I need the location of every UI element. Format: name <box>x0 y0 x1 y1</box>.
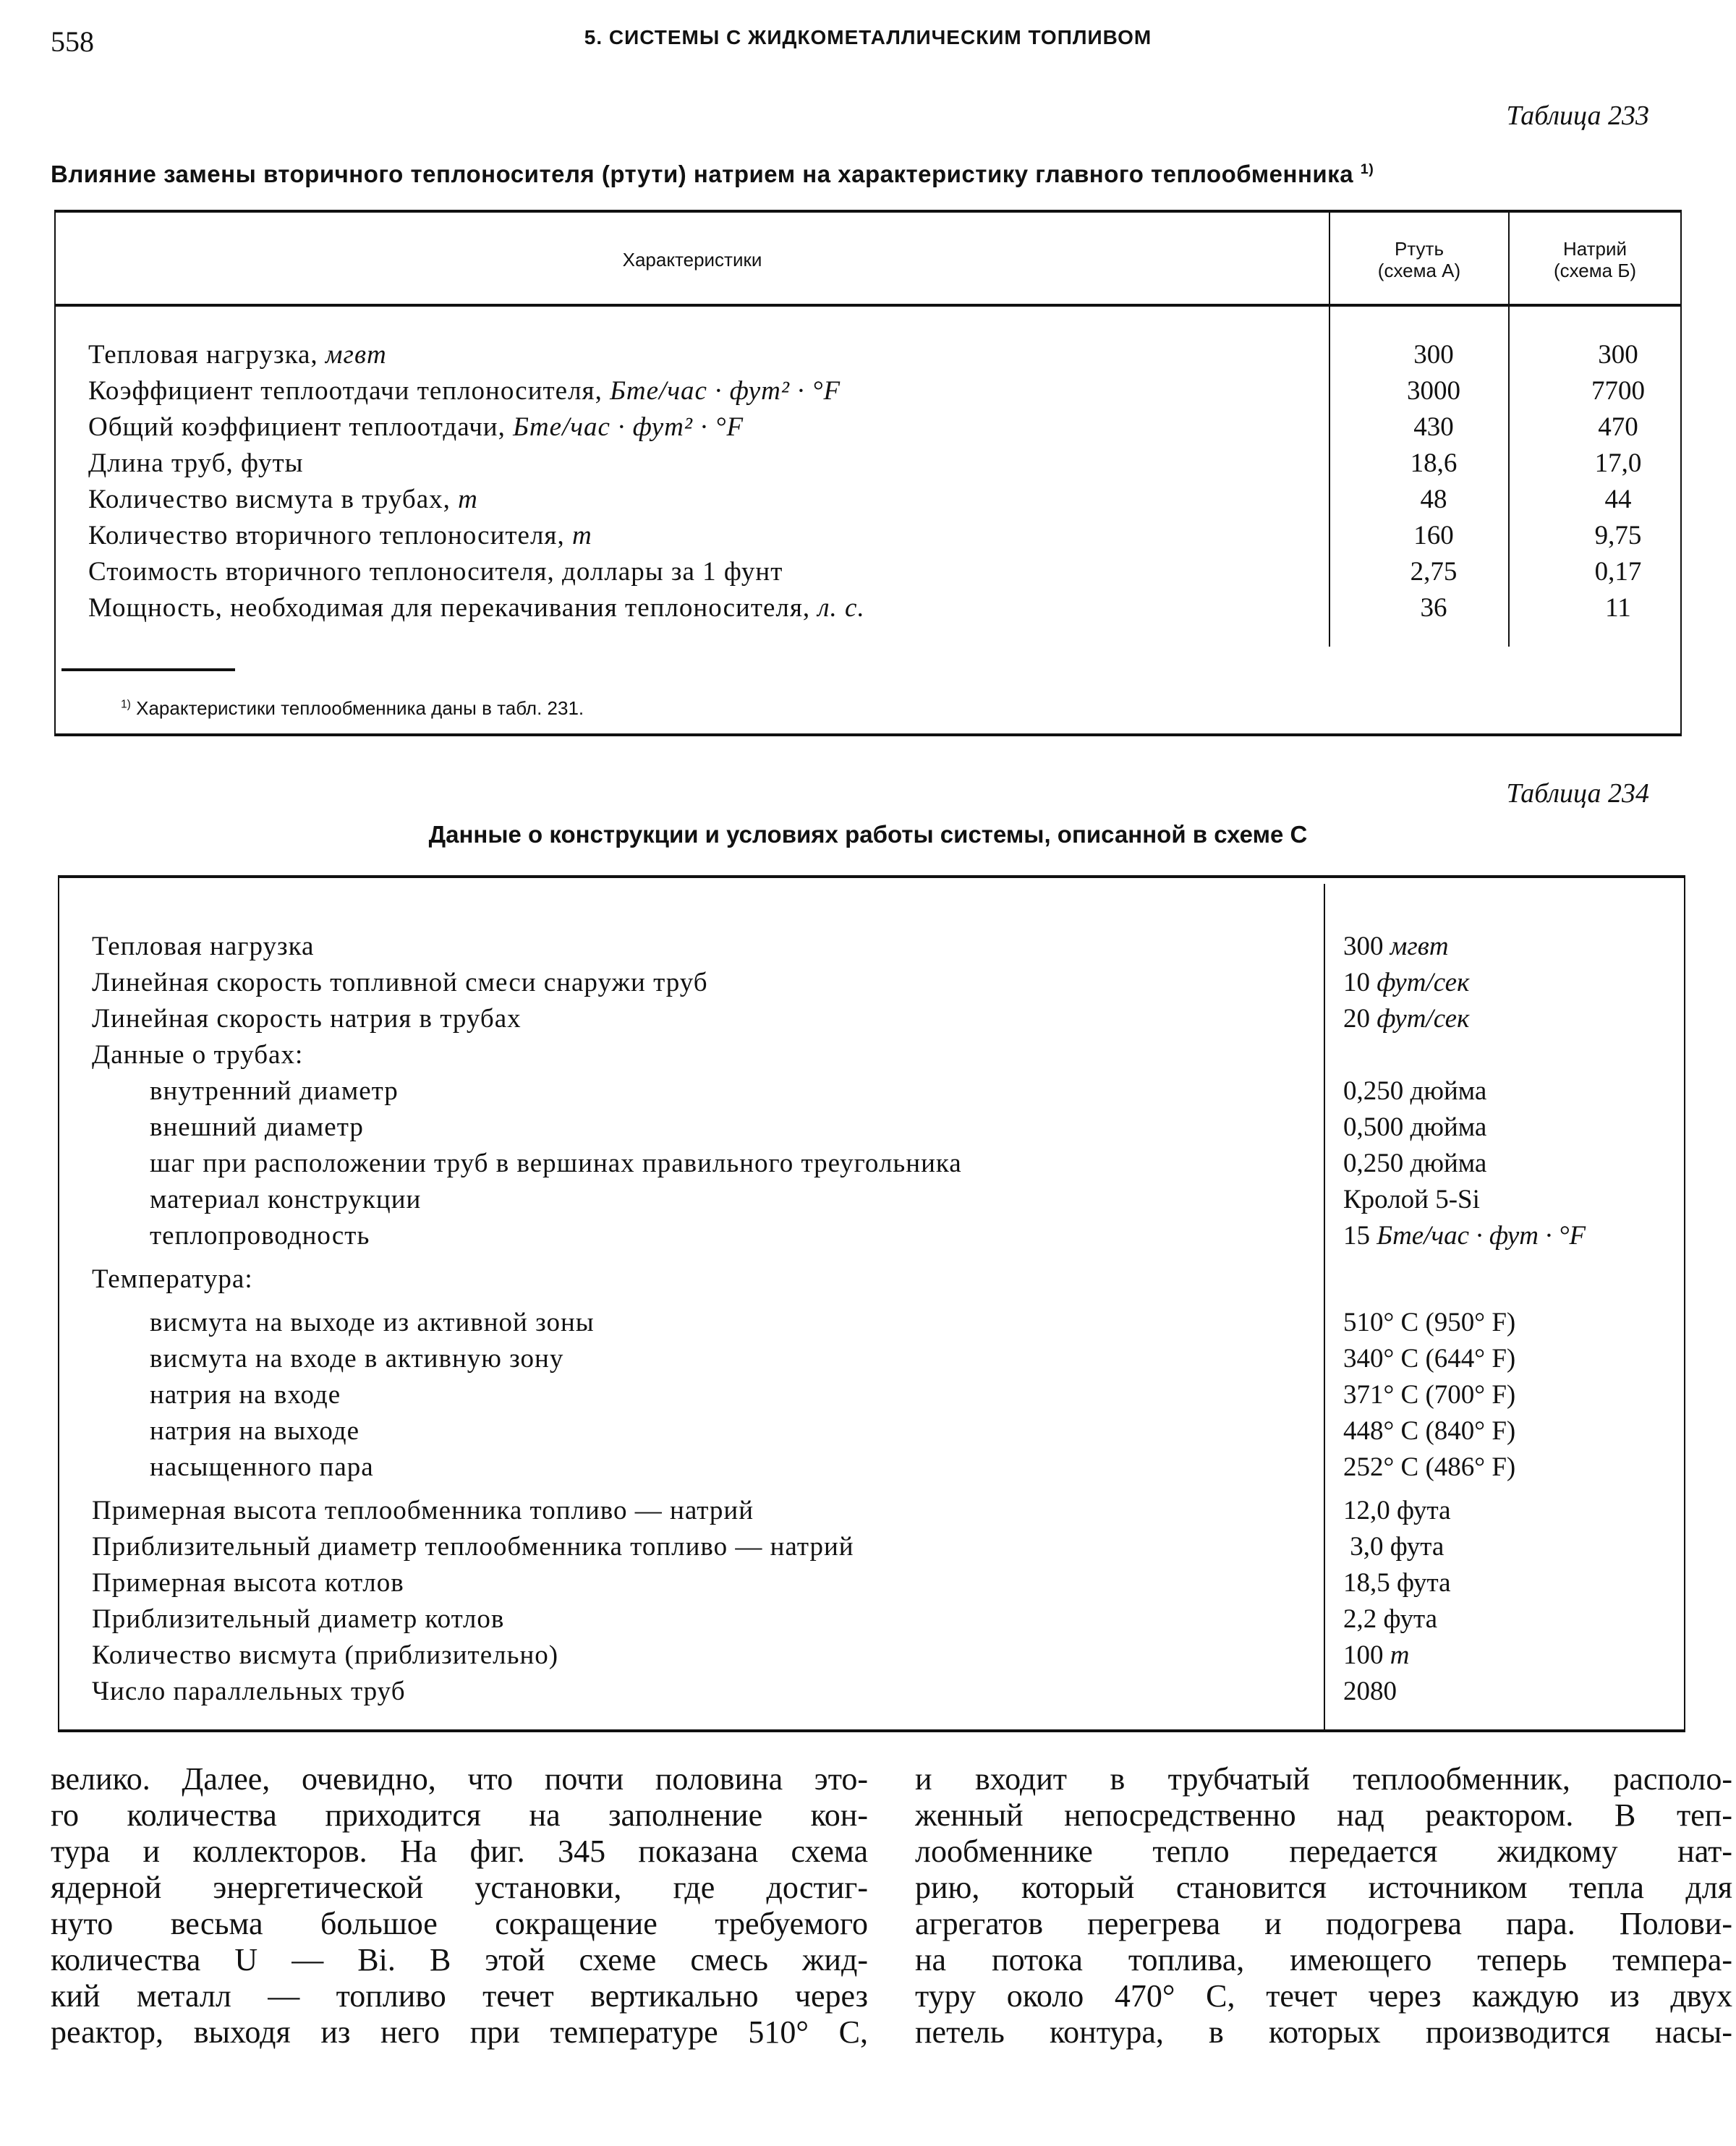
value-number: 0,250 <box>1343 1149 1404 1178</box>
body-line: кий металл — топливо течет вертикально через <box>51 1978 868 2014</box>
table-234-label: Таблица 234 <box>1506 778 1649 809</box>
row-label: Данные о трубах: <box>92 1040 304 1070</box>
row-label: Тепловая нагрузка <box>92 932 315 961</box>
row-label: Коэффициент теплоотдачи теплоносителя, Бте/час · фут² · °F <box>88 376 841 406</box>
header-sodium-line2: (схема Б) <box>1553 260 1637 281</box>
row-value <box>1343 1073 1486 1110</box>
sodium-value: 44 <box>1604 485 1632 514</box>
body-line: и входит в трубчатый теплообменник, располо- <box>915 1761 1732 1797</box>
row-label: Стоимость вторичного теплоносителя, доллары за 1 фунт <box>88 557 783 587</box>
mercury-value: 18,6 <box>1410 448 1458 478</box>
body-line: количества U — Bi. В этой схеме смесь жид- <box>51 1942 868 1977</box>
body-line: на потока топлива, имеющего теперь темпера- <box>915 1942 1732 1977</box>
value-unit: фута <box>1397 1496 1451 1525</box>
value-number: 18,5 <box>1343 1568 1390 1598</box>
mercury-value: 48 <box>1420 485 1447 514</box>
sodium-value: 11 <box>1605 593 1631 623</box>
value-number: 300 <box>1343 932 1384 961</box>
header-separator <box>56 304 1680 307</box>
value-number: 2080 <box>1343 1677 1397 1706</box>
row-value <box>1343 1001 1469 1037</box>
column-divider <box>1324 884 1325 1729</box>
value-number: Кролой 5-Si <box>1343 1185 1480 1214</box>
footnote-text: Характеристики теплообменника даны в табл. 231. <box>136 697 584 719</box>
row-value <box>1343 1110 1486 1146</box>
row-value <box>1343 1493 1451 1529</box>
value-unit: фута <box>1383 1604 1438 1634</box>
value-number: 100 <box>1343 1640 1384 1670</box>
table-233-footnote <box>121 697 584 720</box>
value-number: 0,500 <box>1343 1112 1404 1142</box>
header-sodium <box>1510 238 1680 281</box>
table-233 <box>54 210 1682 736</box>
row-label: Количество висмута (приблизительно) <box>92 1640 559 1670</box>
value-number: 20 <box>1343 1004 1370 1034</box>
value-number: 448° C (840° F) <box>1343 1416 1516 1446</box>
row-label: Длина труб, футы <box>88 448 304 478</box>
table-233-title <box>51 161 1685 188</box>
body-line: велико. Далее, очевидно, что почти половина это- <box>51 1761 868 1797</box>
value-unit: дюйма <box>1410 1076 1487 1106</box>
value-number: 12,0 <box>1343 1496 1390 1525</box>
value-unit: Бте/час · фут · °F <box>1377 1221 1586 1251</box>
row-value <box>1343 1305 1515 1341</box>
row-value <box>1343 1218 1586 1254</box>
row-value <box>1343 1182 1480 1218</box>
mercury-value: 36 <box>1420 593 1447 623</box>
row-value <box>1343 1341 1515 1377</box>
row-value <box>1343 929 1449 965</box>
body-line: агрегатов перегрева и подогрева пара. Полови- <box>915 1906 1732 1941</box>
row-value <box>1343 1529 1444 1565</box>
value-number: 371° C (700° F) <box>1343 1380 1516 1410</box>
row-value <box>1343 1449 1515 1486</box>
body-line: туру около 470° С, течет через каждую из двух <box>915 1978 1732 2014</box>
sodium-value: 300 <box>1598 340 1638 370</box>
body-line: тура и коллекторов. На фиг. 345 показана схема <box>51 1834 868 1869</box>
value-number: 3,0 <box>1343 1532 1384 1562</box>
row-label: Линейная скорость топливной смеси снаружи труб <box>92 968 708 997</box>
footnote-mark: 1) <box>121 698 131 711</box>
value-unit: т <box>1390 1640 1410 1670</box>
mercury-value: 2,75 <box>1410 557 1458 587</box>
table-233-label: Таблица 233 <box>1506 101 1649 131</box>
row-label: Число параллельных труб <box>92 1677 406 1706</box>
value-number: 10 <box>1343 968 1370 997</box>
row-value <box>1343 1565 1451 1601</box>
table-234 <box>58 875 1685 1732</box>
footnote-rule <box>61 668 235 671</box>
body-line: го количества приходится на заполнение кон- <box>51 1797 868 1833</box>
row-label: Линейная скорость натрия в трубах <box>92 1004 522 1034</box>
mercury-value: 160 <box>1413 521 1454 550</box>
row-value <box>1343 1413 1515 1449</box>
row-value <box>1343 1674 1397 1710</box>
body-line: реактор, выходя из него при температуре 510° С, <box>51 2014 868 2050</box>
table-234-title: Данные о конструкции и условиях работы системы, описанной в схеме С <box>428 821 1308 848</box>
mercury-value: 300 <box>1413 340 1454 370</box>
row-value <box>1343 1638 1409 1674</box>
sodium-value: 9,75 <box>1594 521 1642 550</box>
header-mercury-line2: (схема А) <box>1377 260 1461 281</box>
row-label: Примерная высота котлов <box>92 1568 404 1598</box>
value-unit: фута <box>1390 1532 1444 1562</box>
row-value <box>1343 1601 1437 1638</box>
body-column-left <box>51 1761 868 2051</box>
value-number: 510° C (950° F) <box>1343 1308 1516 1337</box>
value-unit: дюйма <box>1410 1112 1487 1142</box>
row-label: Количество висмута в трубах, т <box>88 485 478 514</box>
body-line: рию, который становится источником тепла для <box>915 1870 1732 1905</box>
value-unit: дюйма <box>1410 1149 1487 1178</box>
running-head: 5. СИСТЕМЫ С ЖИДКОМЕТАЛЛИЧЕСКИМ ТОПЛИВОМ <box>584 26 1152 48</box>
row-label: внешний диаметр <box>150 1112 364 1142</box>
row-label: Приблизительный диаметр теплообменника топливо — натрий <box>92 1532 854 1562</box>
row-label: теплопроводность <box>150 1221 370 1251</box>
row-label: висмута на выходе из активной зоны <box>150 1308 595 1337</box>
row-label: Приблизительный диаметр котлов <box>92 1604 505 1634</box>
row-label: Количество вторичного теплоносителя, т <box>88 521 592 550</box>
row-label: Температура: <box>92 1264 253 1294</box>
value-number: 252° C (486° F) <box>1343 1452 1516 1482</box>
value-number: 15 <box>1343 1221 1370 1251</box>
row-label: натрия на выходе <box>150 1416 360 1446</box>
value-unit: мгвт <box>1390 932 1449 961</box>
row-value <box>1343 965 1469 1001</box>
header-sodium-line1: Натрий <box>1562 238 1628 260</box>
mercury-value: 430 <box>1413 412 1454 442</box>
body-line: ядерной энергетической установки, где достиг- <box>51 1870 868 1905</box>
row-label: внутренний диаметр <box>150 1076 399 1106</box>
header-mercury <box>1330 238 1508 281</box>
mercury-value: 3000 <box>1407 376 1460 406</box>
body-column-right <box>915 1761 1732 2051</box>
row-label: материал конструкции <box>150 1185 422 1214</box>
body-line: нуто весьма большое сокращение требуемого <box>51 1906 868 1941</box>
body-line: лообменнике тепло передается жидкому нат- <box>915 1834 1732 1869</box>
value-number: 340° C (644° F) <box>1343 1344 1516 1374</box>
row-label: натрия на входе <box>150 1380 341 1410</box>
header-mercury-line1: Ртуть <box>1395 238 1444 260</box>
sodium-value: 470 <box>1598 412 1638 442</box>
body-line: женный непосредственно над реактором. В теп- <box>915 1797 1732 1833</box>
value-unit: фута <box>1397 1568 1451 1598</box>
sodium-value: 7700 <box>1591 376 1645 406</box>
sodium-value: 17,0 <box>1594 448 1642 478</box>
row-label: Тепловая нагрузка, мгвт <box>88 340 387 370</box>
title-footnote-mark: 1) <box>1360 161 1374 177</box>
column-divider <box>1508 307 1510 647</box>
row-value <box>1343 1377 1515 1413</box>
value-number: 0,250 <box>1343 1076 1404 1106</box>
row-label: Мощность, необходимая для перекачивания теплоносителя, л. с. <box>88 593 865 623</box>
value-unit: фут/сек <box>1377 968 1470 997</box>
row-label: висмута на входе в активную зону <box>150 1344 564 1374</box>
sodium-value: 0,17 <box>1594 557 1642 587</box>
table-233-title-text: Влияние замены вторичного теплоносителя (ртути) натрием на характеристику главного теплообменника <box>51 161 1354 187</box>
row-label: шаг при расположении труб в вершинах правильного треугольника <box>150 1149 962 1178</box>
page-number: 558 <box>51 25 94 58</box>
value-unit: фут/сек <box>1377 1004 1470 1034</box>
header-characteristics: Характеристики <box>622 249 762 271</box>
column-divider <box>1329 307 1330 647</box>
row-value <box>1343 1146 1486 1182</box>
row-label: Общий коэффициент теплоотдачи, Бте/час · фут² · °F <box>88 412 744 442</box>
row-label: Примерная высота теплообменника топливо — натрий <box>92 1496 754 1525</box>
value-number: 2,2 <box>1343 1604 1377 1634</box>
row-label: насыщенного пара <box>150 1452 374 1482</box>
body-line: петель контура, в которых производится насы- <box>915 2014 1732 2050</box>
